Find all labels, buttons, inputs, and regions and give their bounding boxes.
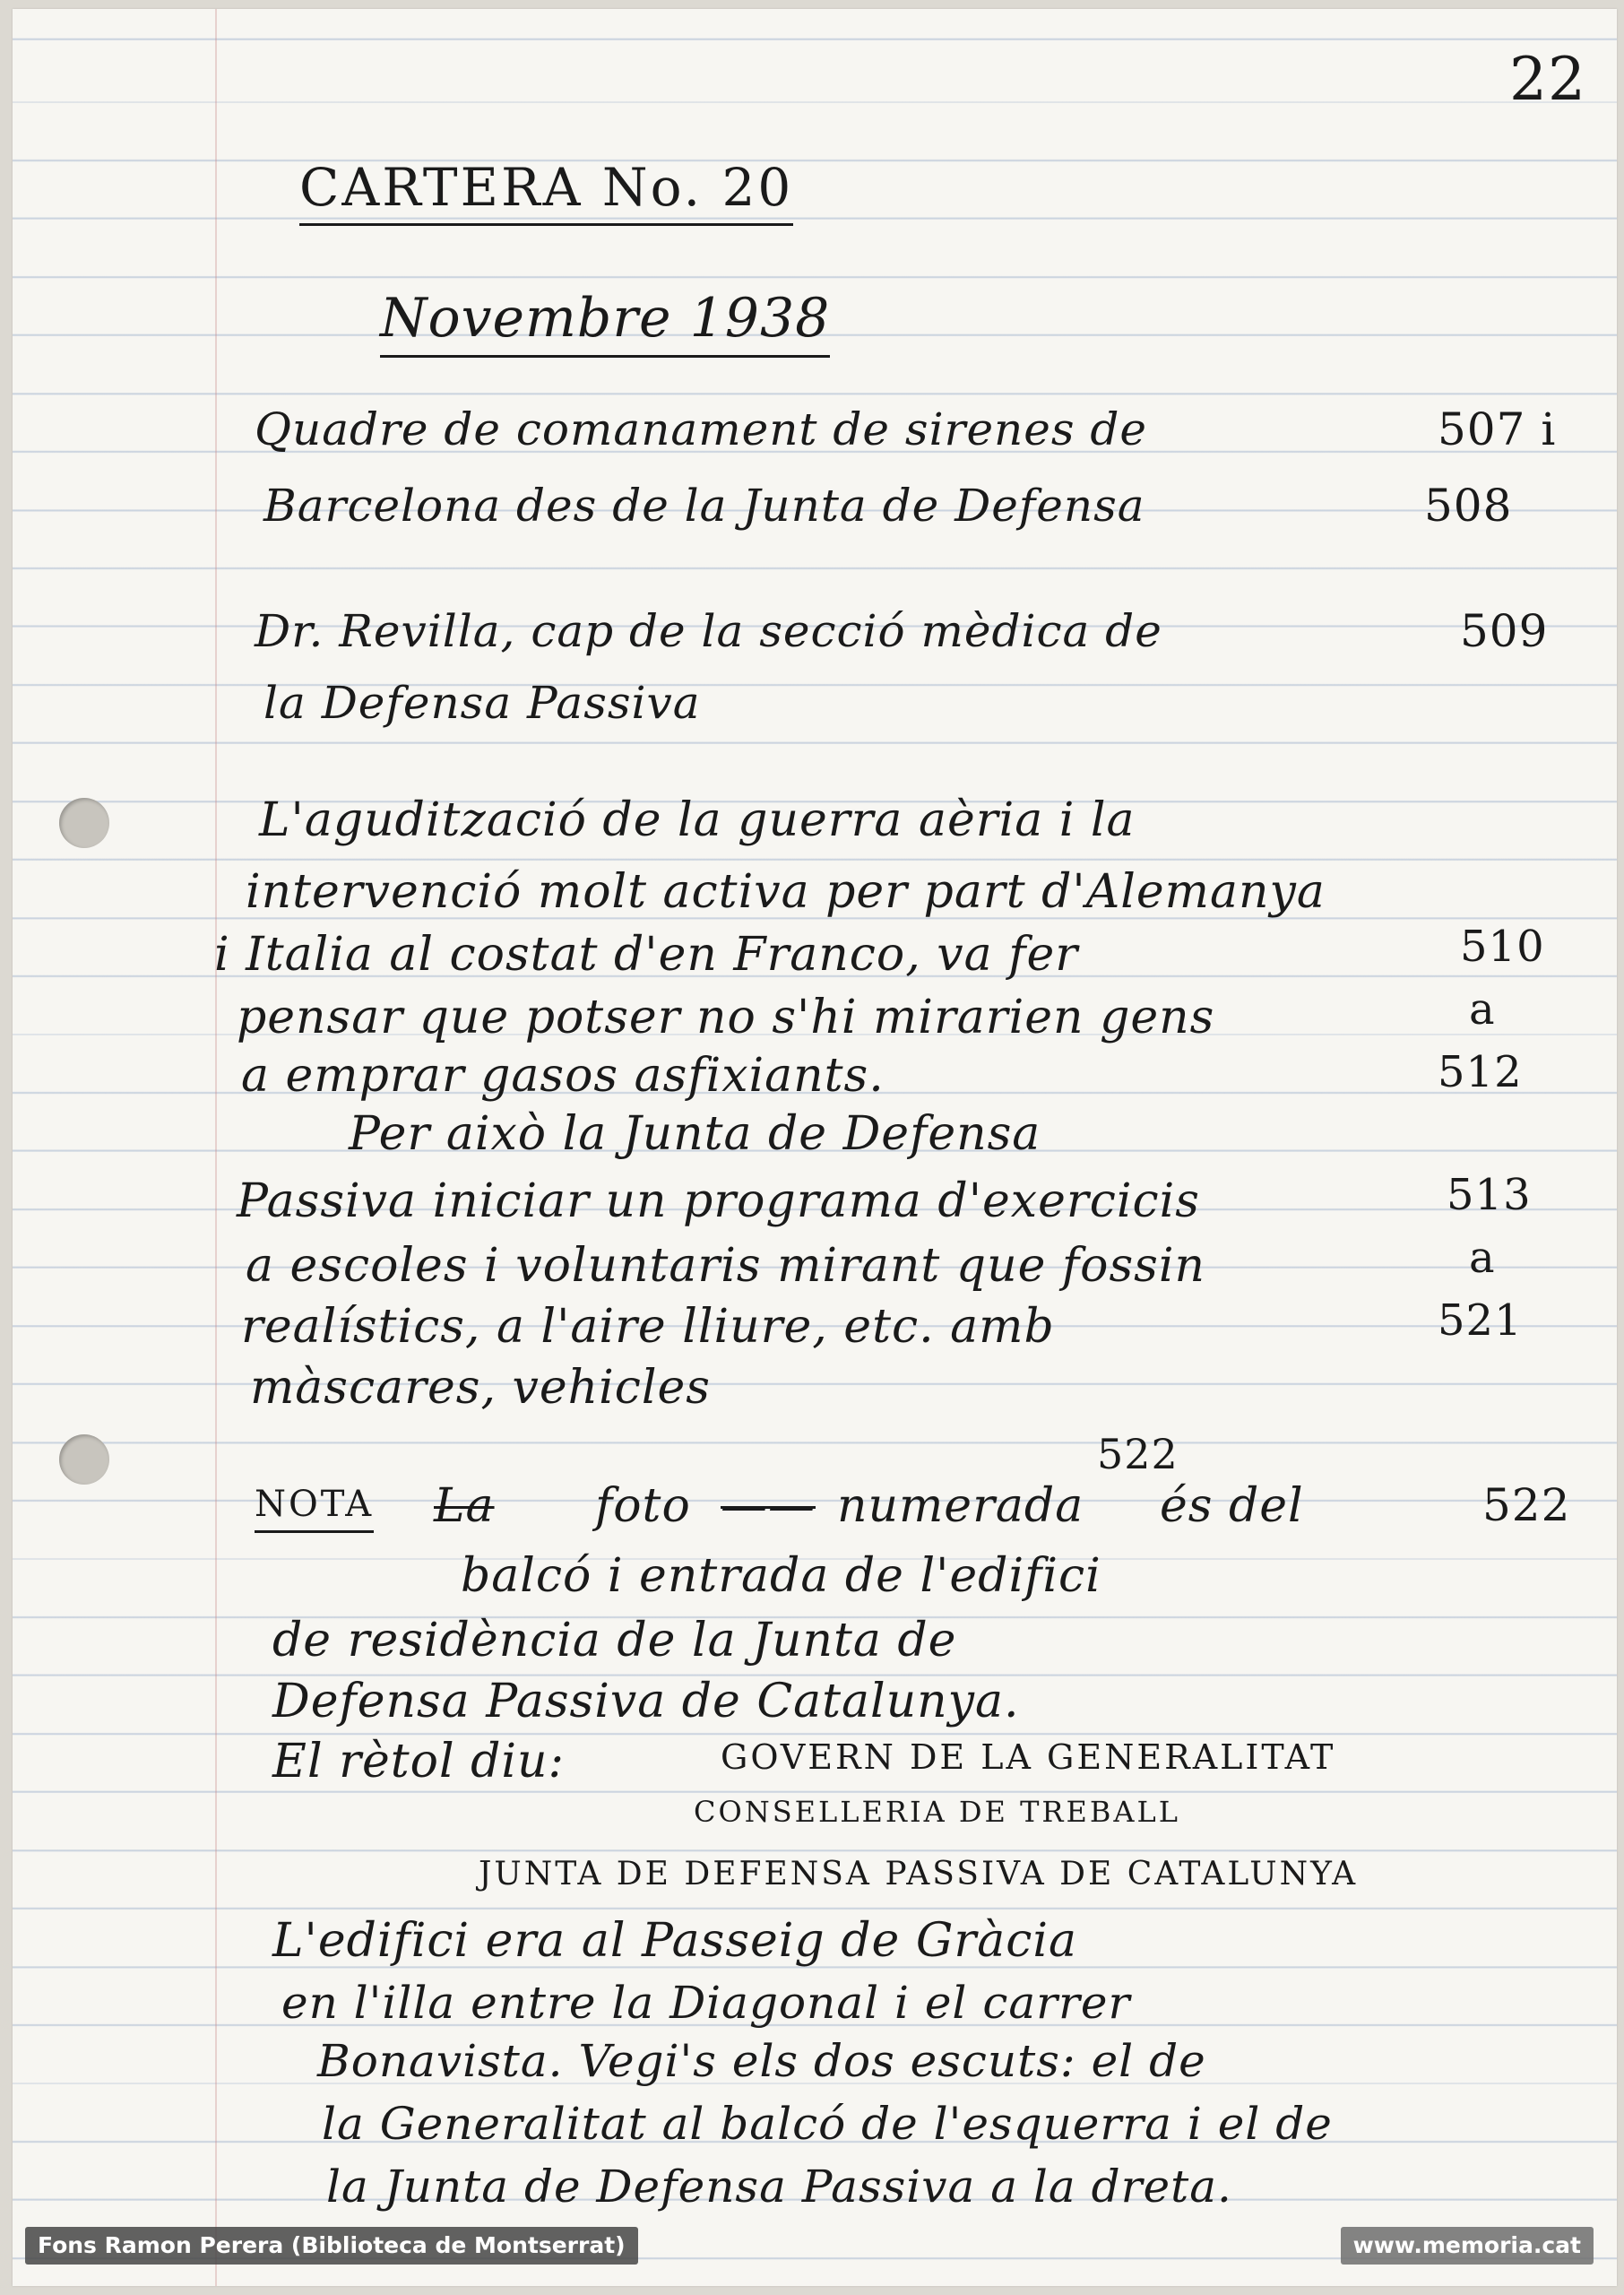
nota-line: de residència de la Junta de <box>272 1614 957 1667</box>
entry-ref: 509 <box>1460 605 1549 657</box>
sign-text: CONSELLERIA DE TREBALL <box>694 1795 1180 1829</box>
paragraph-ref: a <box>1469 984 1496 1035</box>
nota-word: foto <box>595 1479 691 1533</box>
paragraph-ref: 521 <box>1438 1295 1523 1346</box>
document-title: CARTERA No. 20 <box>299 157 793 226</box>
paragraph-ref: 510 <box>1460 922 1545 972</box>
closing-line: la Junta de Defensa Passiva a la dreta. <box>326 2161 1232 2213</box>
paragraph-line: realístics, a l'aire lliure, etc. amb <box>241 1300 1055 1354</box>
document-date: Novembre 1938 <box>380 287 830 358</box>
closing-line: la Generalitat al balcó de l'esquerra i el de <box>322 2098 1333 2150</box>
struck-word: —— <box>721 1479 816 1533</box>
nota-label: NOTA <box>255 1484 374 1533</box>
closing-line: en l'illa entre la Diagonal i el carrer <box>281 1977 1131 2029</box>
paragraph-line: Per això la Junta de Defensa <box>349 1107 1041 1161</box>
nota-word: numerada <box>837 1479 1084 1533</box>
paragraph-line: Passiva iniciar un programa d'exercicis <box>237 1174 1200 1228</box>
entry-ref: 508 <box>1424 480 1513 532</box>
page-number: 22 <box>1509 45 1586 114</box>
entry-line: Dr. Revilla, cap de la secció mèdica de <box>255 605 1162 657</box>
website-watermark: www.memoria.cat <box>1341 2227 1594 2265</box>
paragraph-line: a escoles i voluntaris mirant que fossin <box>246 1239 1205 1293</box>
closing-line: Bonavista. Vegi's els dos escuts: el de <box>317 2035 1206 2087</box>
punch-hole <box>59 1434 109 1485</box>
paragraph-line: L'agudització de la guerra aèria i la <box>259 793 1136 847</box>
sign-text: GOVERN DE LA GENERALITAT <box>721 1737 1336 1777</box>
paragraph-ref: 512 <box>1438 1047 1523 1097</box>
paragraph-line: a emprar gasos asfixiants. <box>241 1049 885 1103</box>
sign-text: JUNTA DE DEFENSA PASSIVA DE CATALUNYA <box>479 1856 1359 1892</box>
paragraph-line: màscares, vehicles <box>250 1361 711 1415</box>
nota-insert-number: 522 <box>1097 1430 1179 1478</box>
paragraph-ref: a <box>1469 1233 1496 1283</box>
nota-line: El rètol diu: <box>272 1735 566 1788</box>
entry-ref: 507 i <box>1438 403 1557 455</box>
archive-credit: Fons Ramon Perera (Biblioteca de Montserrat) <box>25 2227 638 2265</box>
struck-word: La <box>434 1479 495 1533</box>
entry-line: la Defensa Passiva <box>263 677 701 729</box>
entry-line: Quadre de comanament de sirenes de <box>255 403 1147 455</box>
nota-line: balcó i entrada de l'edifici <box>461 1549 1101 1603</box>
paragraph-line: pensar que potser no s'hi mirarien gens <box>237 991 1215 1044</box>
paragraph-line: intervenció molt activa per part d'Alemanya <box>246 865 1326 919</box>
paragraph-line: i Italia al costat d'en Franco, va fer <box>214 928 1079 982</box>
closing-line: L'edifici era al Passeig de Gràcia <box>272 1914 1077 1968</box>
nota-ref: 522 <box>1482 1479 1571 1531</box>
nota-line: Defensa Passiva de Catalunya. <box>272 1675 1020 1728</box>
margin-line <box>215 9 217 2286</box>
paragraph-ref: 513 <box>1447 1170 1532 1220</box>
lined-paper-sheet <box>13 9 1617 2286</box>
entry-line: Barcelona des de la Junta de Defensa <box>263 480 1145 532</box>
nota-word: és del <box>1160 1479 1304 1533</box>
punch-hole <box>59 798 109 848</box>
